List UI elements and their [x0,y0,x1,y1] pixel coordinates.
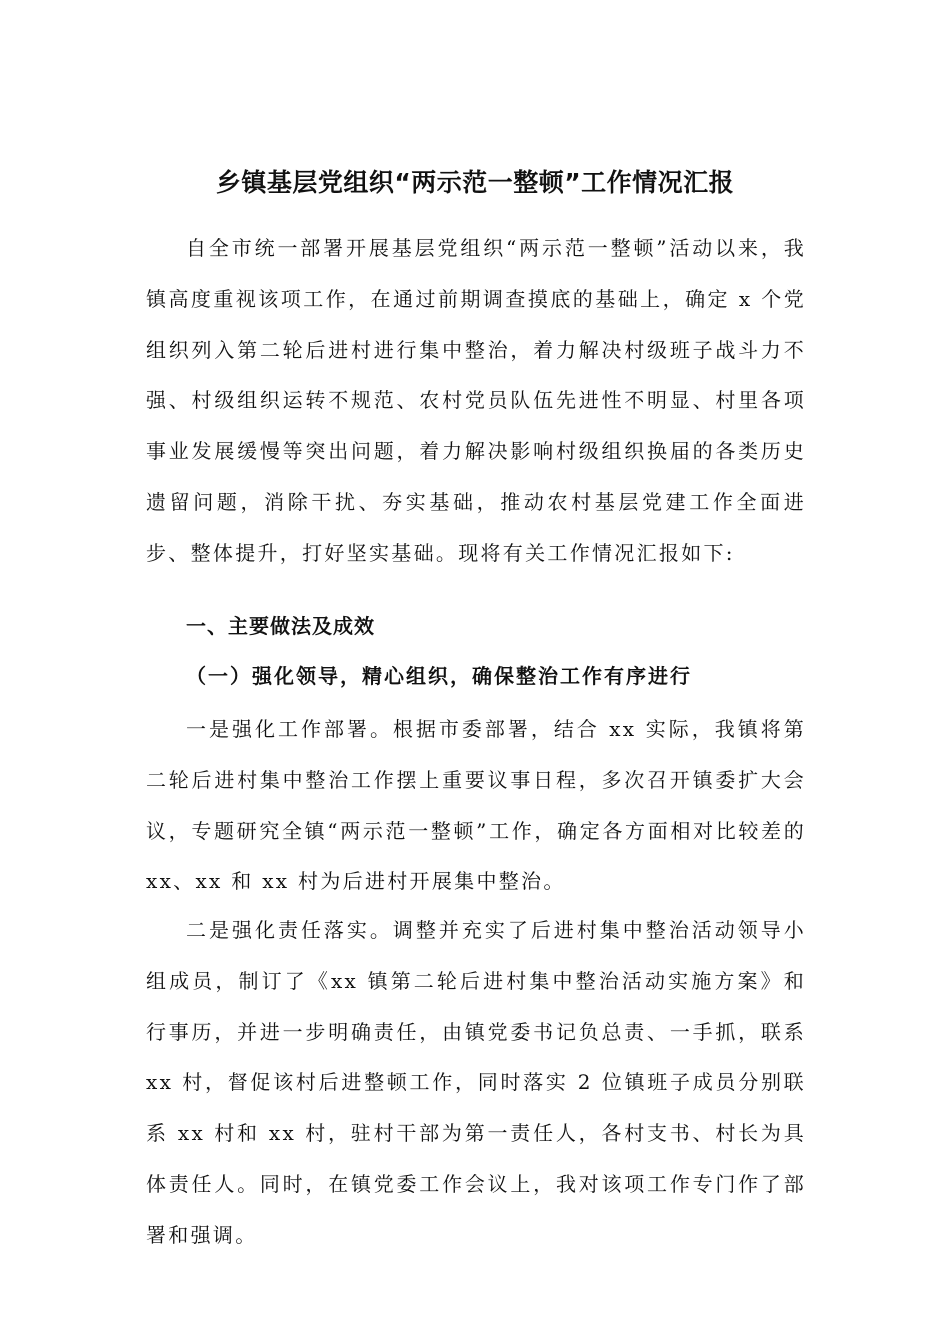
body-paragraph-1: 一是强化工作部署。根据市委部署，结合 xx 实际，我镇将第二轮后进村集中整治工作摆上重要议事日程，多次召开镇委扩大会议，专题研究全镇“两示范一整顿”工作，确定各方面相对比较差的 xx、xx 和 xx 村为后进村开展集中整治。 [146,717,806,894]
subsection-heading: （一）强化领导，精心组织，确保整治工作有序进行 [186,664,692,688]
intro-paragraph: 自全市统一部署开展基层党组织“两示范一整顿”活动以来，我镇高度重视该项工作，在通过前期调查摸底的基础上，确定 x 个党组织列入第二轮后进村进行集中整治，着力解决村级班子战斗力不强、村级组织运转不规范、农村党员队伍先进性不明显、村里各项事业发展缓慢等突出问题，着力解决影响村级组织换届的各类历史遗留问题，消除干扰、夯实基础，推动农村基层党建工作全面进步、整体提升，打好坚实基础。现将有关工作情况汇报如下: [146,236,806,565]
body-paragraph-2: 二是强化责任落实。调整并充实了后进村集中整治活动领导小组成员，制订了《xx 镇第二轮后进村集中整治活动实施方案》和行事历，并进一步明确责任，由镇党委书记负总责、一手抓，联系 xx 村，督促该村后进整顿工作，同时落实 2 位镇班子成员分别联系 xx 村和 xx 村，驻村干部为第一责任人，各村支书、村长为具体责任人。同时，在镇党委工作会议上，我对该项工作专门作了部署和强调。 [146,918,806,1247]
section-heading: 一、主要做法及成效 [186,614,375,638]
document-title: 乡镇基层党组织“两示范一整顿”工作情况汇报 [215,167,735,197]
